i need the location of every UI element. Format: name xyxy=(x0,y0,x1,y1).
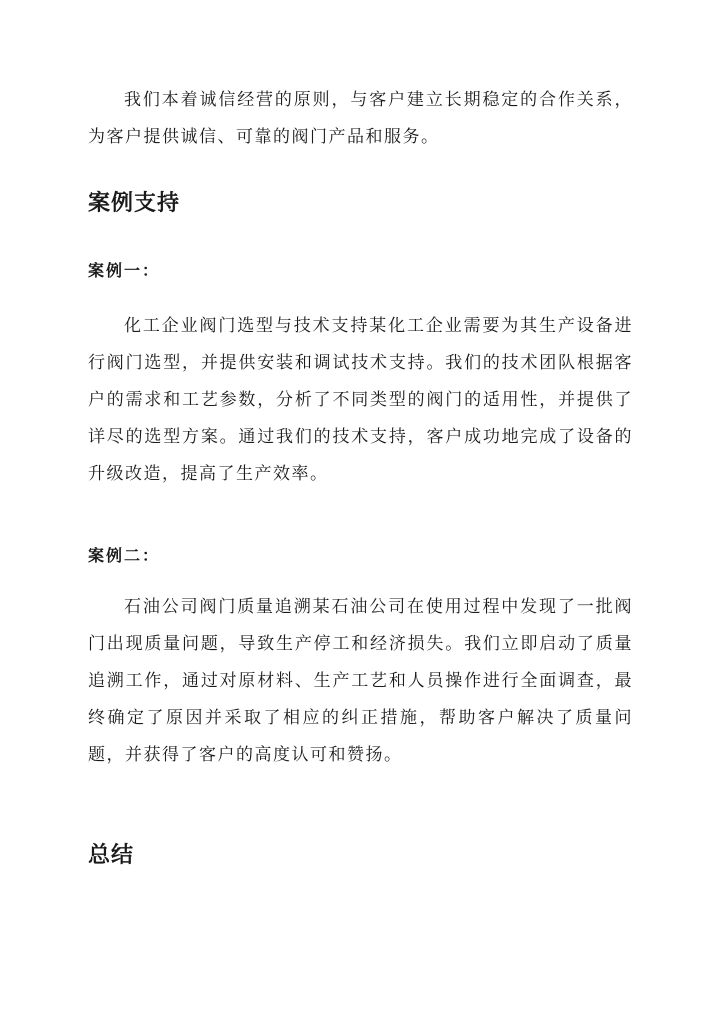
intro-paragraph: 我们本着诚信经营的原则，与客户建立长期稳定的合作关系，为客户提供诚信、可靠的阀门产品和服务。 xyxy=(88,90,633,147)
cases-section-heading: 案例支持 xyxy=(88,190,181,216)
case1-heading: 案例一： xyxy=(88,261,161,280)
summary-section-heading: 总结 xyxy=(88,842,135,868)
case2-paragraph: 石油公司阀门质量追溯某石油公司在使用过程中发现了一批阀门出现质量问题，导致生产停工和经济损失。我们立即启动了质量追溯工作，通过对原材料、生产工艺和人员操作进行全面调查，最终确定了原因并采取了相应的纠正措施，帮助客户解决了质量问题，并获得了客户的高度认可和赞扬。 xyxy=(88,597,633,765)
case2-heading: 案例二： xyxy=(88,546,161,565)
case1-paragraph: 化工企业阀门选型与技术支持某化工企业需要为其生产设备进行阀门选型，并提供安装和调试技术支持。我们的技术团队根据客户的需求和工艺参数，分析了不同类型的阀门的适用性，并提供了详尽的选型方案。通过我们的技术支持，客户成功地完成了设备的升级改造，提高了生产效率。 xyxy=(88,316,633,484)
